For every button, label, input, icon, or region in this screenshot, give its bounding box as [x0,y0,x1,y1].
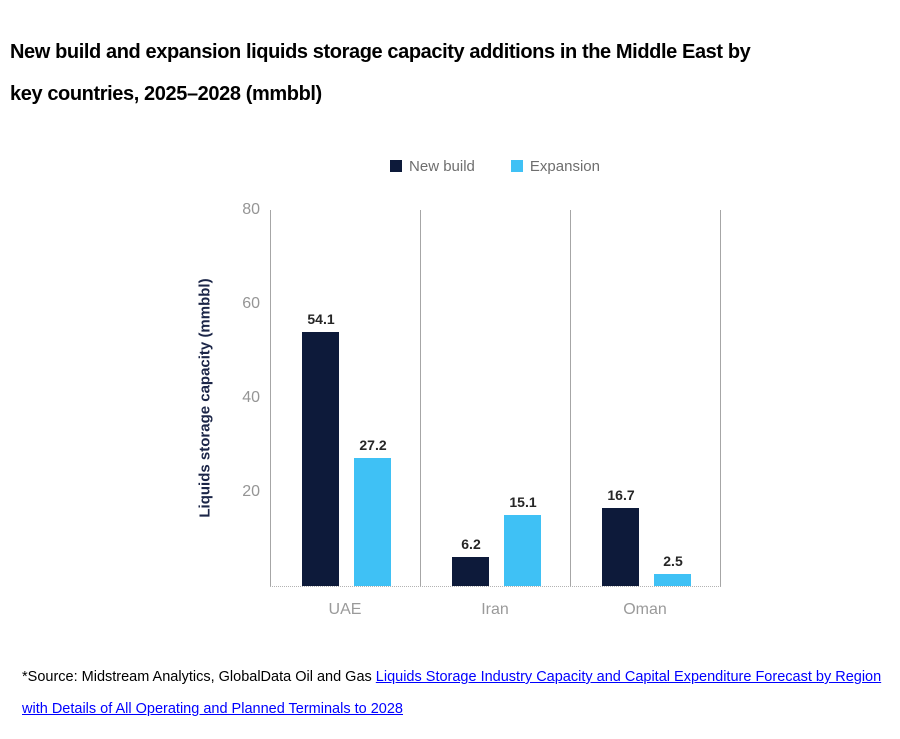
category-cell-iran [420,210,570,586]
legend [270,156,720,176]
legend-item-new-build [390,158,475,175]
data-label-new-build-iran: 6.2 [461,536,481,552]
bar-expansion-iran [504,515,541,586]
y-tick-label-20: 20 [242,483,260,500]
bar-expansion-uae [354,458,391,586]
bar-new-build-iran [452,557,489,586]
data-label-new-build-oman: 16.7 [607,487,635,503]
x-axis-label-oman: Oman [623,601,667,618]
category-cell-uae [270,210,420,586]
source-prefix: *Source: Midstream Analytics, GlobalData Oil and Gas [22,669,376,685]
data-label-expansion-iran: 15.1 [509,494,537,510]
data-label-expansion-oman: 2.5 [663,553,683,569]
y-tick-label-80: 80 [242,201,260,218]
y-axis-title: Liquids storage capacity (mmbbl) [196,278,214,518]
legend-item-expansion [511,158,600,175]
x-axis-label-uae: UAE [328,601,362,618]
chart-title [10,31,896,115]
data-label-new-build-uae: 54.1 [307,311,335,327]
new-build-swatch [390,160,402,172]
category-cell-oman [570,210,720,586]
x-axis-labels [270,601,720,619]
data-label-expansion-uae: 27.2 [359,437,387,453]
y-axis-tick-labels [0,201,260,586]
y-tick-label-60: 60 [242,295,260,312]
chart-title-line-1: New build and expansion liquids storage capacity additions in the Middle East by [10,41,751,63]
bar-expansion-oman [654,574,691,586]
bar-chart-plot-area [270,210,721,587]
y-tick-label-40: 40 [242,389,260,406]
chart-title-line-2: key countries, 2025–2028 (mmbbl) [10,83,322,105]
expansion-swatch [511,160,523,172]
legend-label-expansion: Expansion [529,157,600,175]
legend-label-new-build: New build [409,157,475,175]
bar-new-build-uae [302,332,339,586]
source-note [22,661,900,725]
x-axis-label-iran: Iran [481,601,509,618]
bar-new-build-oman [602,508,639,586]
source-link[interactable]: Liquids Storage Industry Capacity and Capital Expenditure Forecast by Region with Details of All Operating and Planned Terminals to 2028 [22,669,882,717]
